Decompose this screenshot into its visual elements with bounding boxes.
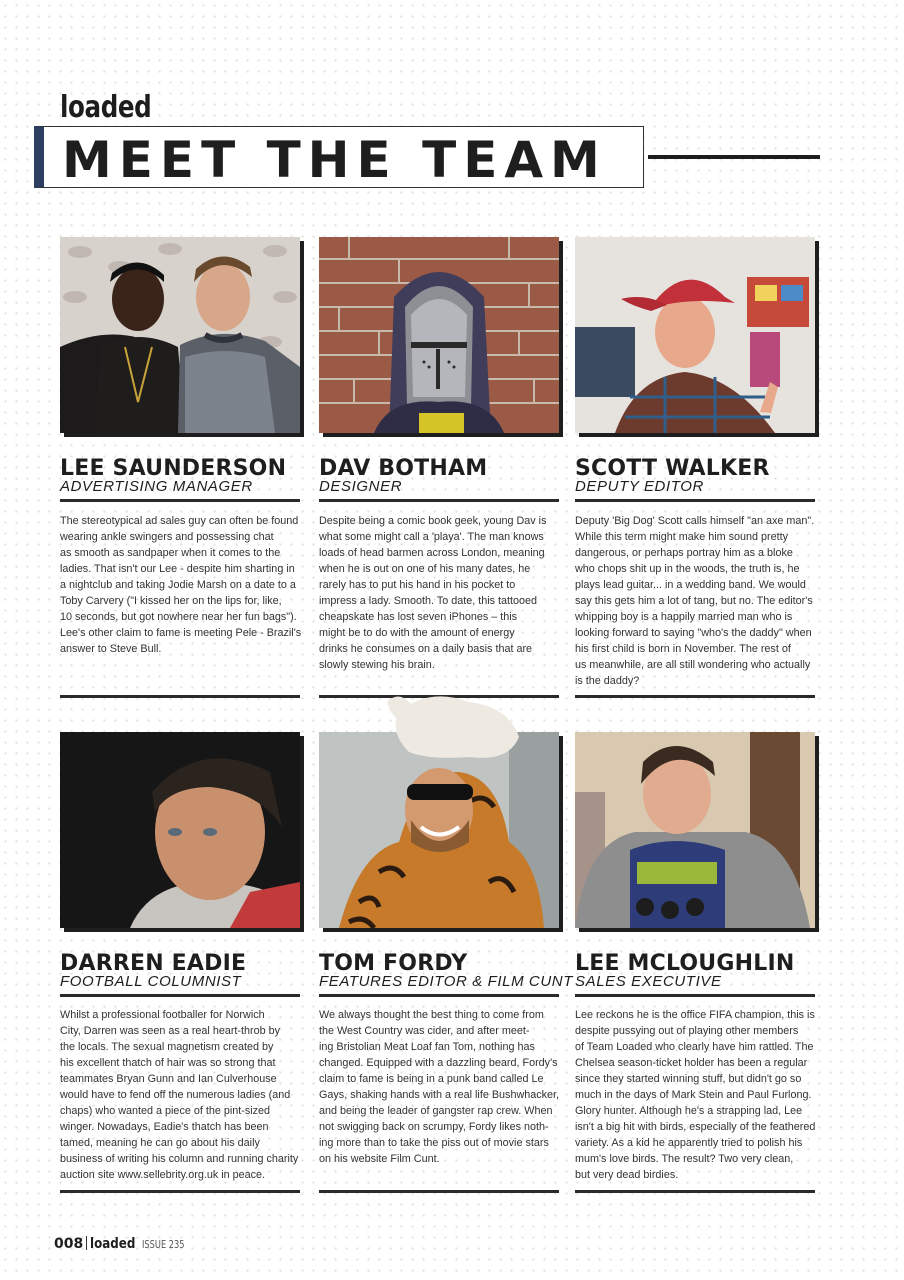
footer-separator [86, 1236, 87, 1250]
divider [319, 499, 559, 502]
divider [60, 499, 300, 502]
member-role: ADVERTISING MANAGER [60, 478, 253, 495]
member-bio: Deputy 'Big Dog' Scott calls himself "an axe man". While this term might make him sound pretty dangerous, or perhaps portray him as a bloke who chops shit up in the woods, the truth is, he plays lead guitar... in a wedding band. We would say this gets him a lot of tang, but no. The editor's whipping boy is a happily married man who is looking forward to saying "who's the daddy" when his first child is born in November. The rest of us meanwhile, are all still wondering who actually is the daddy? [575, 515, 815, 687]
photo-knight-helmet [319, 237, 559, 433]
member-name: LEE SAUNDERSON [60, 456, 287, 481]
page-title-box [34, 126, 644, 188]
member-bio: Whilst a professional footballer for Norwich City, Darren was seen as a real heart-throb by the locals. The sexual magnetism created by his excellent thatch of hair was so strong that teammates Bryan Gunn and Ian Culverhouse would have to fend off the numerous ladies (and chaps) who wanted a piece of the pint-sized winger. Nowadays, Eadie's thatch has been tamed, meaning he can go about his daily business of writing his column and running charity auction site www.sellebrity.org.uk in peace. [60, 1009, 299, 1181]
photo-man-red-cap [575, 237, 815, 433]
member-bio: We always thought the best thing to come from the West Country was cider, and after meet- ing Bristolian Meat Loaf fan Tom, nothing has changed. Equipped with a dazzling beard, Fordy's claim to fame is being in a punk band called Le Gays, shaking hands with a real life Bushwhacker, and being the leader of gangster rap crew. When not swigging back on scrumpy, Fordy likes noth- ing more than to take the piss out of movie stars on his website Film Cunt. [319, 1009, 560, 1165]
page-footer [54, 1236, 199, 1252]
member-name: TOM FORDY [319, 951, 468, 976]
divider [60, 695, 300, 698]
divider [60, 994, 300, 997]
member-role: DESIGNER [319, 478, 403, 495]
member-name: DARREN EADIE [60, 951, 247, 976]
photo-tiger-costume [319, 732, 559, 928]
photo-two-men-posing [60, 237, 300, 433]
photo-man-portrait [60, 732, 300, 928]
divider [575, 1190, 815, 1193]
magazine-logo: loaded [60, 90, 152, 125]
page-number: 008 [54, 1236, 84, 1252]
divider [60, 1190, 300, 1193]
member-name: LEE MCLOUGHLIN [575, 951, 795, 976]
divider [319, 994, 559, 997]
member-name: DAV BOTHAM [319, 456, 488, 481]
issue-number: ISSUE 235 [142, 1238, 185, 1251]
member-name: SCOTT WALKER [575, 456, 770, 481]
divider [575, 499, 815, 502]
member-bio: The stereotypical ad sales guy can often be found wearing ankle swingers and possessing chat as smooth as sandpaper when it comes to the ladies. That isn't our Lee - despite him sharting in a nightclub and taking Jodie Marsh on a date to a Toby Carvery ("I kissed her on the lips for, like, 10 seconds, but got nowhere near her fun bags"). Lee's other claim to fame is meeting Pele - Brazil's answer to Steve Bull. [60, 515, 302, 655]
divider [575, 695, 815, 698]
member-bio: Despite being a comic book geek, young Dav is what some might call a 'playa'. The man knows loads of head barmen across London, meaning when he is out on one of his many dates, he rarely has to put his hand in his pocket to impress a lady. Smooth. To date, this tattooed cheapskate has lost seven iPhones – this might be to do with the amount of energy drinks he consumes on a daily basis that are slowly stewing his brain. [319, 515, 547, 671]
member-role: FEATURES EDITOR & FILM CUNT [319, 973, 573, 990]
photo-man-grey-hoodie [575, 732, 815, 928]
member-role: DEPUTY EDITOR [575, 478, 704, 495]
divider [319, 1190, 559, 1193]
footer-logo: loaded [90, 1236, 136, 1252]
divider [575, 994, 815, 997]
member-role: SALES EXECUTIVE [575, 973, 722, 990]
title-rule [648, 155, 820, 159]
member-role: FOOTBALL COLUMNIST [60, 973, 242, 990]
member-bio: Lee reckons he is the office FIFA champion, this is despite pussying out of playing other members of Team Loaded who clearly have him rattled. The Chelsea season-ticket holder has been a regular since they started winning stuff, but didn't go so much in the days of Mark Stein and Paul Furlong. Glory hunter. Although he's a strapping lad, Lee isn't a big hit with birds, especially of the feathered variety. As a kid he apparently tried to polish his mum's love birds. The result? Two very clean, but very dead birdies. [575, 1009, 816, 1181]
page-title: MEET THE TEAM [62, 131, 607, 189]
